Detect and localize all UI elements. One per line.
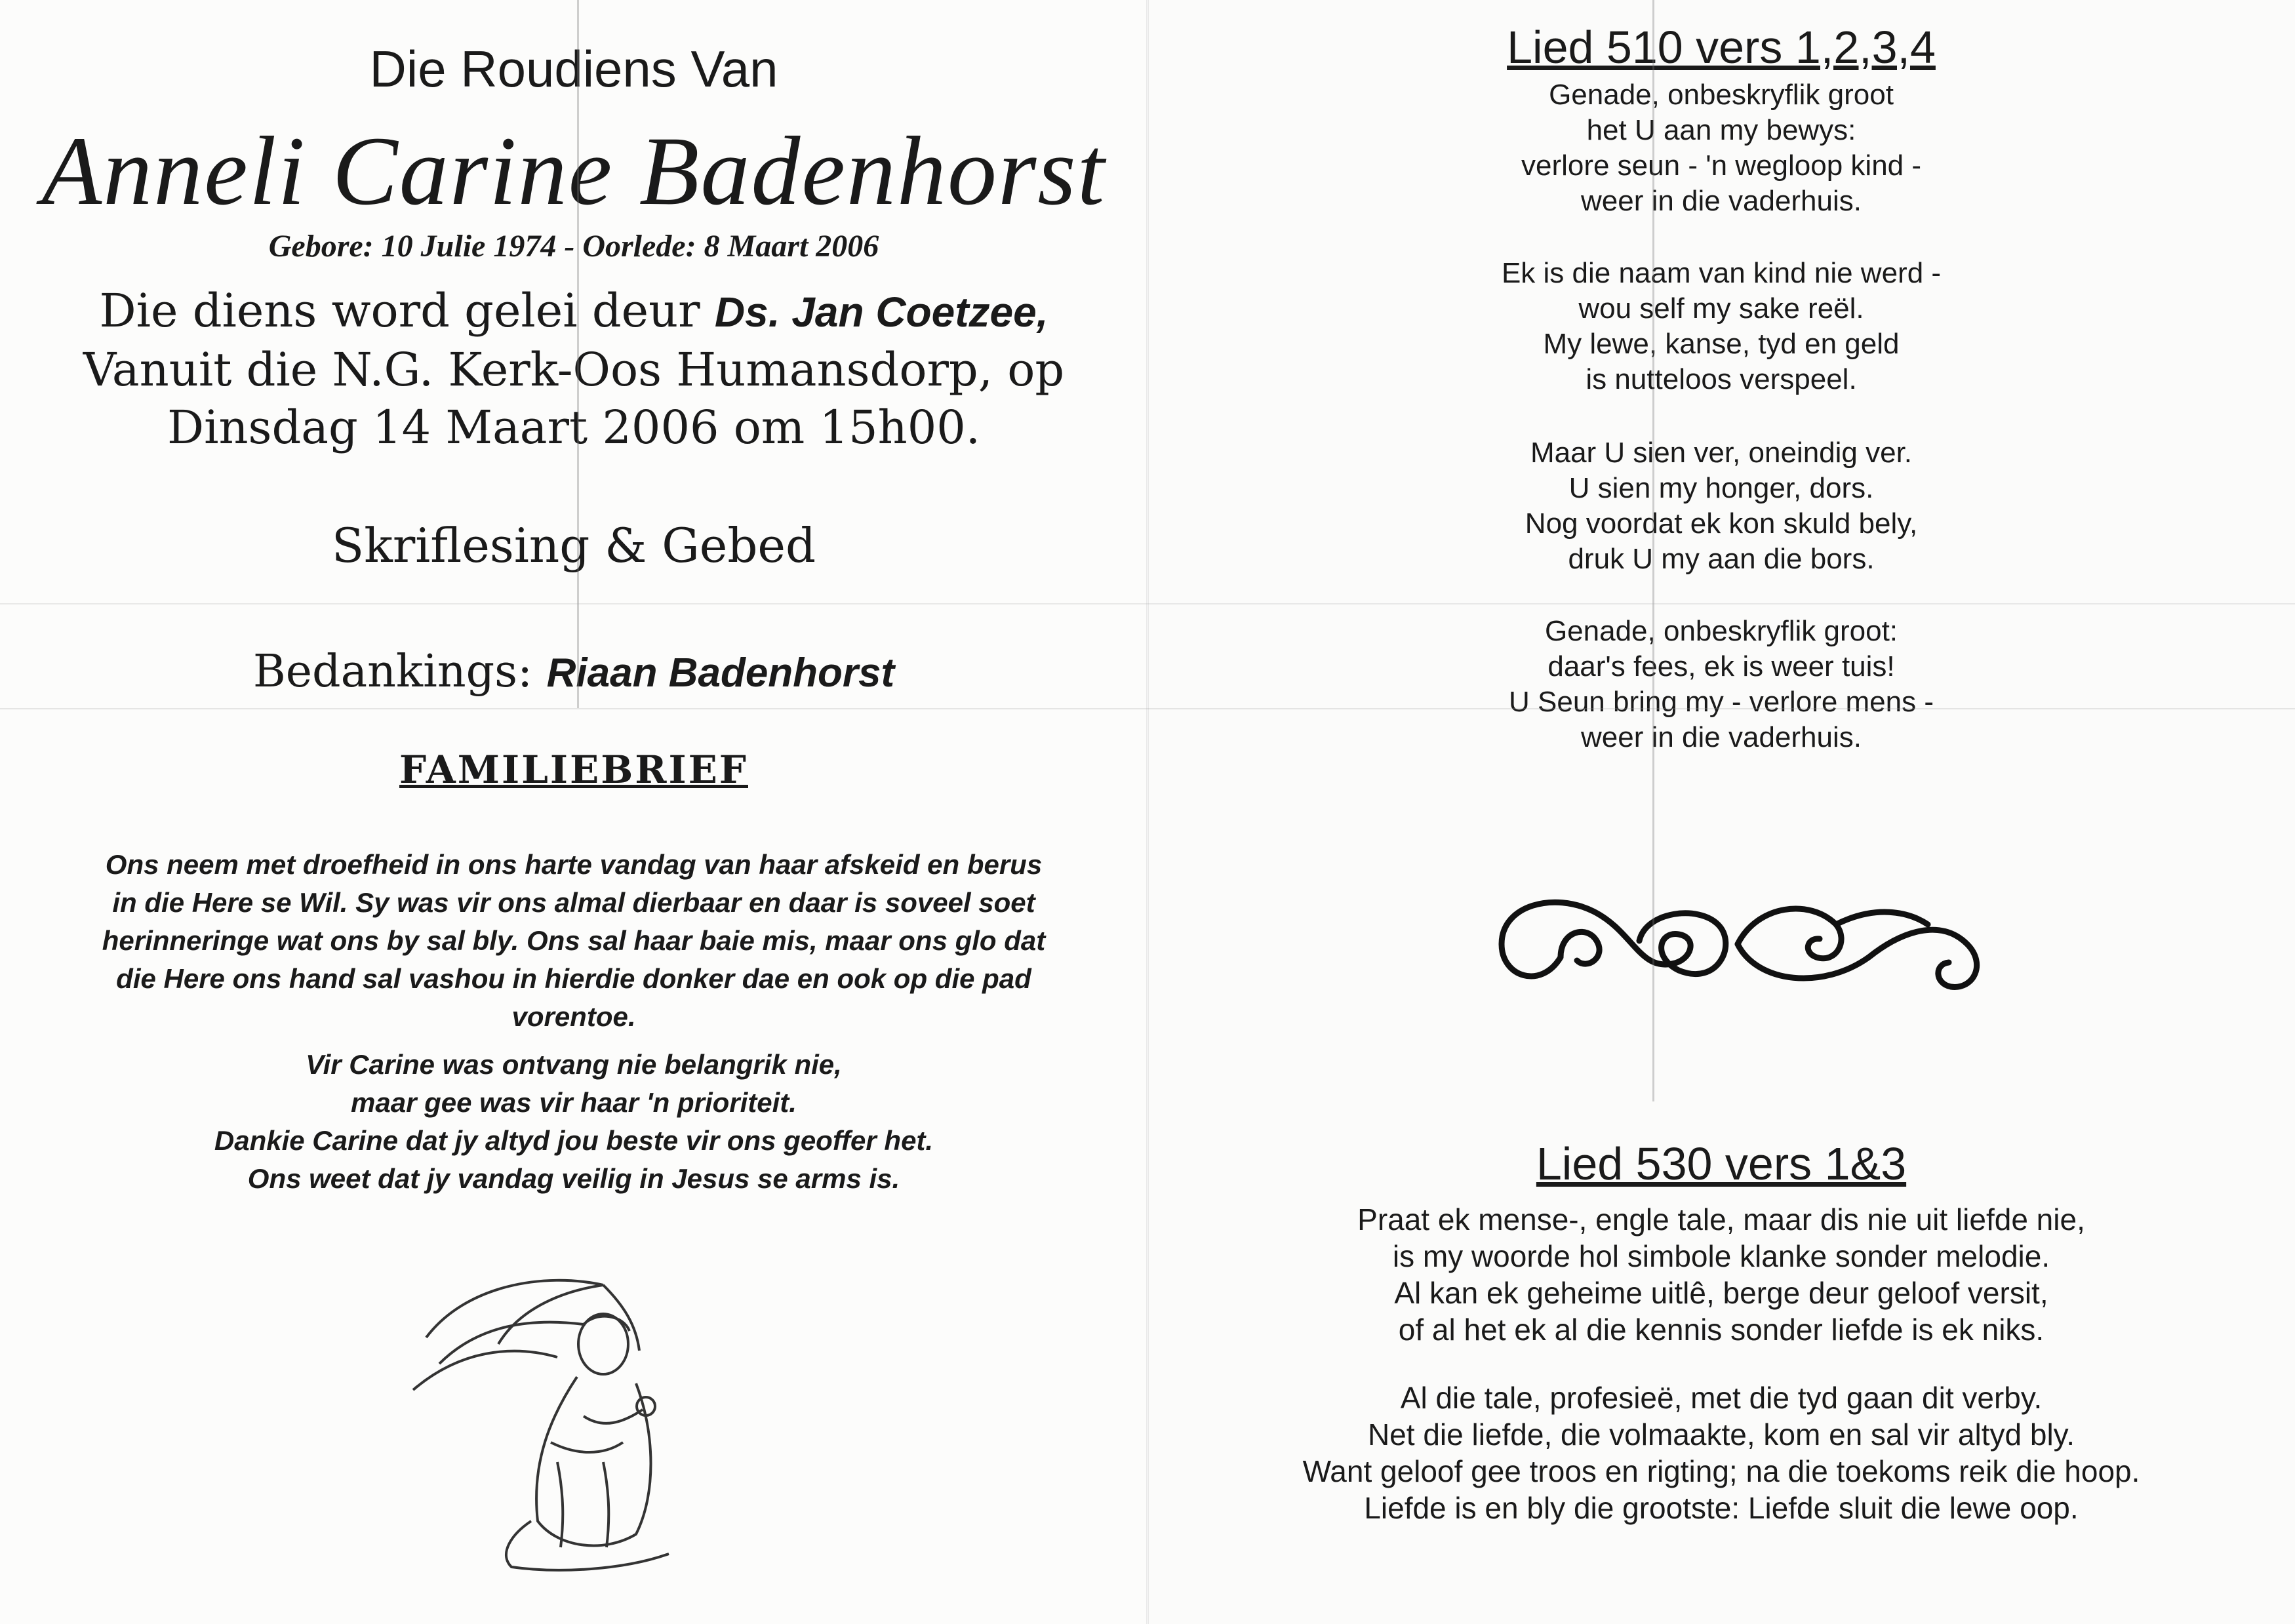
hymn2-stanza — [1148, 1379, 2295, 1526]
verse-line: weer in die vaderhuis. — [1580, 721, 1862, 753]
verse-line: U sien my honger, dors. — [1568, 472, 1874, 504]
verse-line: Al die tale, profesieë, met die tyd gaan dit verby. — [1400, 1381, 2043, 1415]
verse-line: Nog voordat ek kon skuld bely, — [1525, 507, 1918, 540]
led-by-text: Die diens word gelei deur — [99, 284, 715, 338]
verse-line: het U aan my bewys: — [1586, 114, 1856, 146]
deceased-name: Anneli Carine Badenhorst — [41, 117, 1106, 226]
family-letter-closing — [98, 1046, 1049, 1198]
swirl-ornament-icon — [1482, 879, 1993, 1010]
closing-line: Vir Carine was ontvang nie belangrik nie, — [306, 1049, 842, 1080]
verse-line: Ek is die naam van kind nie werd - — [1501, 257, 1942, 289]
thanks-line — [0, 646, 1148, 698]
hymn1-stanza — [1148, 256, 2295, 397]
hymn1-stanza — [1148, 435, 2295, 577]
verse-line: is nutteloos verspeel. — [1586, 363, 1857, 395]
service-details — [0, 282, 1148, 456]
verse-line: druk U my aan die bors. — [1568, 543, 1875, 575]
verse-line: Genade, onbeskryflik groot — [1549, 79, 1894, 111]
angel-icon — [387, 1246, 728, 1587]
verse-line: wou self my sake reël. — [1578, 292, 1864, 325]
hymn2-heading: Lied 530 vers 1&3 — [1536, 1138, 1907, 1189]
paper-crease — [1652, 0, 1654, 1101]
verse-line: verlore seun - 'n wegloop kind - — [1521, 149, 1922, 182]
verse-line: daar's fees, ek is weer tuis! — [1547, 650, 1895, 683]
service-title: Die Roudiens Van — [369, 40, 778, 98]
verse-line: Want geloof gee troos en rigting; na die toekoms reik die hoop. — [1302, 1454, 2140, 1488]
verse-line: Net die liefde, die volmaakte, kom en sal vir altyd bly. — [1367, 1417, 2075, 1452]
verse-line: Maar U sien ver, oneindig ver. — [1530, 437, 1913, 469]
scripture-reading: Skriflesing & Gebed — [331, 518, 816, 573]
family-letter-paragraph: Ons neem met droefheid in ons harte vandag van haar afskeid en berus in die Here se Wil. Sy was vir ons almal dierbaar en daar is soveel soet herinneringe wat ons by sal bly. Ons sal haar baie mis, maar ons glo dat die Here ons hand sal vashou in hierdie donker dae en ook op die pad vorentoe. — [102, 849, 1046, 1032]
verse-line: Al kan ek geheime uitlê, berge deur geloof versit, — [1394, 1276, 2048, 1310]
paper-crease — [0, 603, 2295, 604]
hymn1-stanza — [1148, 614, 2295, 755]
date-time-line: Dinsdag 14 Maart 2006 om 15h00. — [167, 401, 981, 454]
verse-line: of al het ek al die kennis sonder liefde is ek niks. — [1398, 1313, 2045, 1347]
closing-line: Ons weet dat jy vandag veilig in Jesus se arms is. — [247, 1163, 900, 1194]
closing-line: maar gee was vir haar 'n prioriteit. — [351, 1087, 797, 1118]
verse-line: Liefde is en bly die grootste: Liefde sluit die lewe oop. — [1364, 1491, 2079, 1525]
hymn2-stanza — [1148, 1201, 2295, 1348]
verse-line: U Seun bring my - verlore mens - — [1509, 686, 1934, 718]
paper-crease — [0, 708, 2295, 709]
thanks-label: Bedankings: — [252, 646, 532, 698]
paper-crease — [577, 0, 579, 708]
closing-line: Dankie Carine dat jy altyd jou beste vir ons geoffer het. — [214, 1125, 934, 1156]
verse-line: Praat ek mense-, engle tale, maar dis nie uit liefde nie, — [1357, 1202, 2085, 1237]
birth-death-dates: Gebore: 10 Julie 1974 - Oorlede: 8 Maart 2006 — [268, 229, 879, 264]
verse-line: is my woorde hol simbole klanke sonder melodie. — [1392, 1239, 2050, 1273]
verse-line: Genade, onbeskryflik groot: — [1544, 615, 1898, 647]
thanks-name: Riaan Badenhorst — [546, 650, 895, 696]
minister-name: Ds. Jan Coetzee, — [714, 288, 1048, 336]
verse-line: My lewe, kanse, tyd en geld — [1543, 328, 1900, 360]
hymn1-stanza — [1148, 77, 2295, 219]
verse-line: weer in die vaderhuis. — [1580, 185, 1862, 217]
family-letter-heading: FAMILIEBRIEF — [399, 747, 748, 792]
church-line: Vanuit die N.G. Kerk-Oos Humansdorp, op — [83, 343, 1065, 397]
hymn1-heading: Lied 510 vers 1,2,3,4 — [1507, 22, 1936, 73]
